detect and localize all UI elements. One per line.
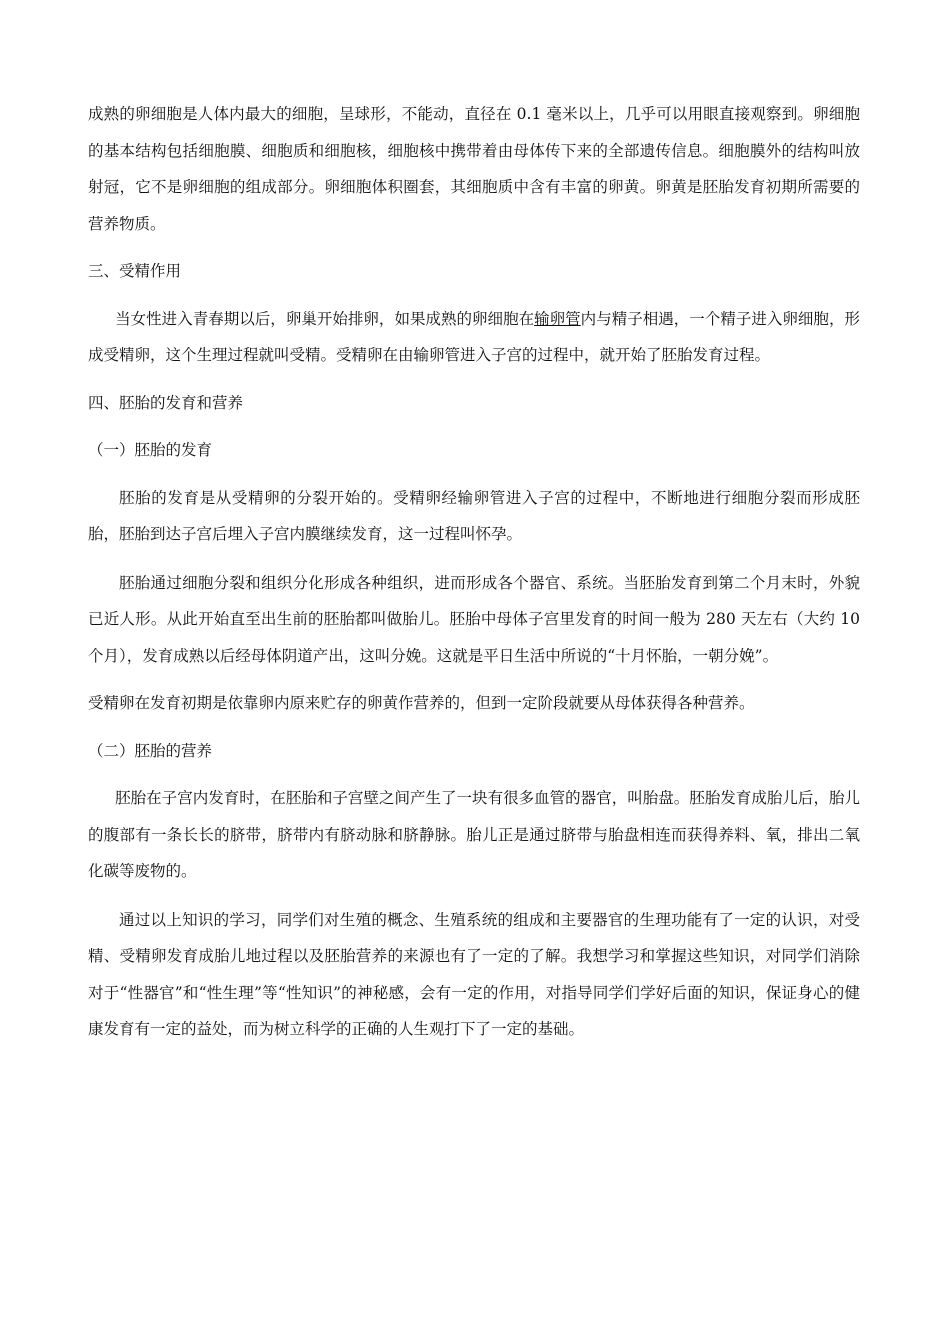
development-paragraph-1: 胚胎的发育是从受精卵的分裂开始的。受精卵经输卵管进入子宫的过程中，不断地进行细胞分裂而形成胚胎，胚胎到达子宫后埋入子宫内膜继续发育，这一过程叫怀孕。 [88,488,860,543]
oviduct-link[interactable]: 输卵管 [534,309,581,328]
section-heading-embryo: 四、胚胎的发育和营养 [88,393,244,412]
fertilization-text-start: 当女性进入青春期以后，卵巢开始排卵，如果成熟的卵细胞在 [115,309,535,328]
conclusion-paragraph: 通过以上知识的学习，同学们对生殖的概念、生殖系统的组成和主要器官的生理功能有了一定的认识，对受精、受精卵发育成胎儿地过程以及胚胎营养的来源也有了一定的了解。我想学习和掌握这些知识，对同学们消除对于“性器官”和“性生理”等“性知识”的神秘感，会有一定的作用，对指导同学们学好后面的知识，保证身心的健康发育有一定的益处，而为树立科学的正确的人生观打下了一定的基础。 [88,910,860,1038]
spacer [88,890,860,902]
fertilization-text-end: 内与精子相遇，一个精子进入卵细胞，形成受精卵，这个生理过程就叫受精。受精卵在由输卵管进入子宫的过程中，就开始了胚胎发育过程。 [88,309,860,364]
spacer [88,469,860,480]
fertilization-paragraph [88,301,860,374]
subsection-heading-nutrition: （二）胚胎的营养 [88,741,213,760]
spacer [88,374,860,385]
spacer [88,242,860,253]
spacer [88,769,860,780]
section-heading-fertilization: 三、受精作用 [88,262,182,280]
spacer [88,553,860,565]
spacer [88,674,860,685]
development-paragraph-2: 胚胎通过细胞分裂和组织分化形成各种组织，进而形成各个器官、系统。当胚胎发育到第二个月末时，外貌已近人形。从此开始直至出生前的胚胎都叫做胎儿。胚胎中母体子宫里发育的时间一般为 280 天左右（大约 10 个月），发育成熟以后经母体阴道产出，这叫分娩。这就是平日生活中所说的“十月怀胎，一朝分娩”。 [88,573,860,665]
intro-paragraph: 成熟的卵细胞是人体内最大的细胞，呈球形，不能动，直径在 0.1 毫米以上，几乎可以用眼直接观察到。卵细胞的基本结构包括细胞膜、细胞质和细胞核，细胞核中携带着由母体传下来的全部遗传信息。细胞膜外的结构叫放射冠，它不是卵细胞的组成部分。卵细胞体积圈套，其细胞质中含有丰富的卵黄。卵黄是胚胎发育初期所需要的营养物质。 [88,105,860,233]
document-page [88,96,860,1048]
spacer [88,722,860,733]
nutrition-paragraph: 胚胎在子宫内发育时，在胚胎和子宫壁之间产生了一块有很多血管的器官，叫胎盘。胚胎发育成胎儿后，胎儿的腹部有一条长长的脐带，脐带内有脐动脉和脐静脉。胎儿正是通过脐带与胎盘相连而获得养料、氧，排出二氧化碳等废物的。 [88,789,860,880]
spacer [88,290,860,301]
development-paragraph-3: 受精卵在发育初期是依靠卵内原来贮存的卵黄作营养的，但到一定阶段就要从母体获得各种营养。 [88,694,755,712]
subsection-heading-development: （一）胚胎的发育 [88,441,213,459]
spacer [88,421,860,432]
